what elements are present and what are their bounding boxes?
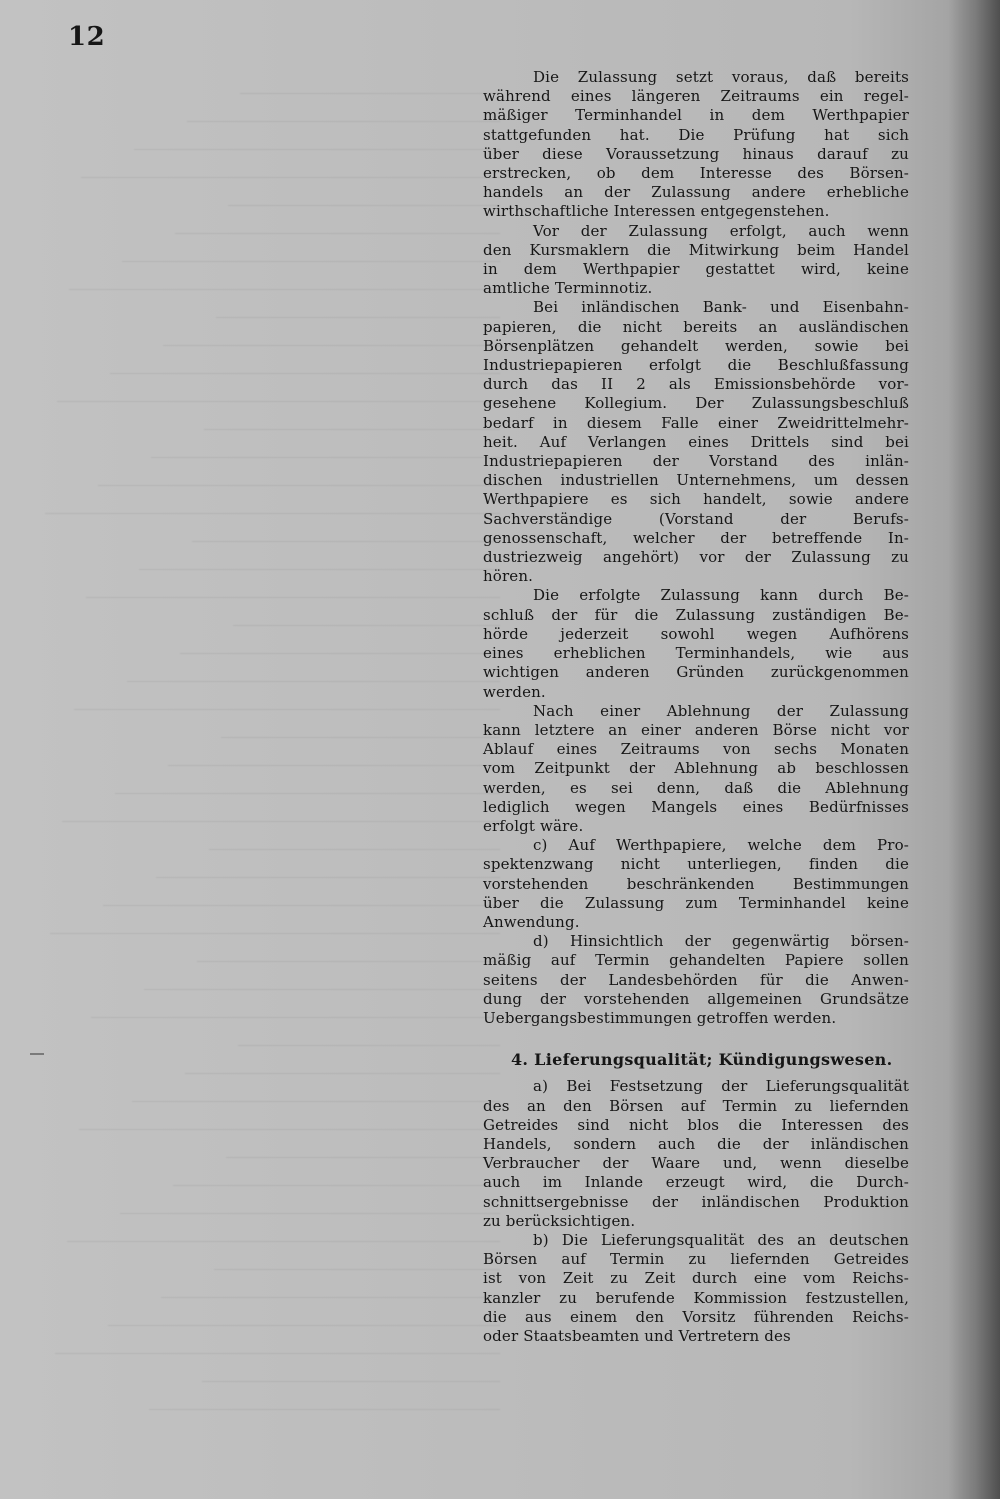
text-line: Industriepapieren erfolgt die Beschlußfassung bbox=[483, 356, 909, 375]
bleed-stroke bbox=[45, 495, 500, 514]
bleed-stroke bbox=[120, 1195, 500, 1214]
bleed-stroke bbox=[103, 887, 500, 906]
text-line: amtliche Terminnotiz. bbox=[483, 279, 653, 298]
bleed-stroke bbox=[216, 299, 500, 318]
bleed-stroke bbox=[202, 1363, 500, 1382]
bleed-stroke bbox=[108, 1307, 500, 1326]
bleed-stroke bbox=[168, 747, 500, 766]
text-line: die aus einem den Vorsitz führenden Reichs- bbox=[483, 1307, 909, 1326]
paragraph bbox=[483, 932, 909, 1028]
bleed-stroke bbox=[74, 691, 500, 710]
bleed-stroke bbox=[149, 1391, 500, 1410]
text-line: über die Zulassung zum Terminhandel keine bbox=[483, 893, 909, 912]
bleed-stroke bbox=[221, 719, 500, 738]
text-line: c) Auf Werthpapiere, welche dem Pro- bbox=[533, 836, 909, 855]
paragraph bbox=[483, 702, 909, 836]
text-line: dung der vorstehenden allgemeinen Grundsätze bbox=[483, 989, 909, 1008]
bleed-stroke bbox=[240, 75, 500, 94]
text-line: heit. Auf Verlangen eines Drittels sind bei bbox=[483, 432, 909, 451]
bleed-stroke bbox=[187, 103, 500, 122]
bleed-stroke bbox=[226, 1139, 500, 1158]
text-line: mäßiger Terminhandel in dem Werthpapier bbox=[483, 106, 909, 125]
section-heading: 4. Lieferungsqualität; Kündigungswesen. bbox=[511, 1050, 893, 1070]
bleed-stroke bbox=[122, 243, 500, 262]
text-line: zu berücksichtigen. bbox=[483, 1211, 636, 1230]
text-line: während eines längeren Zeitraums ein regel- bbox=[483, 87, 909, 106]
bleed-stroke bbox=[139, 551, 500, 570]
text-line: Getreides sind nicht blos die Interessen des bbox=[483, 1115, 909, 1134]
bleed-stroke bbox=[57, 383, 500, 402]
text-line: schluß der für die Zulassung zuständigen Be- bbox=[483, 605, 909, 624]
bleed-stroke bbox=[192, 523, 500, 542]
text-line: genossenschaft, welcher der betreffende In- bbox=[483, 528, 909, 547]
text-line: hören. bbox=[483, 567, 534, 586]
text-line: Börsen auf Termin zu liefernden Getreides bbox=[483, 1250, 909, 1269]
text-line: werden, es sei denn, daß die Ablehnung bbox=[483, 778, 909, 797]
text-line: kanzler zu berufende Kommission festzustellen, bbox=[483, 1288, 909, 1307]
text-line: Anwendung. bbox=[483, 912, 580, 931]
bleed-stroke bbox=[98, 467, 500, 486]
text-line: Werthpapiere es sich handelt, sowie andere bbox=[483, 490, 909, 509]
text-line: Bei inländischen Bank- und Eisenbahn- bbox=[533, 298, 909, 317]
text-line: lediglich wegen Mangels eines Bedürfnisses bbox=[483, 797, 909, 816]
text-line: des an den Börsen auf Termin zu liefernden bbox=[483, 1096, 909, 1115]
text-block-lower bbox=[483, 1077, 909, 1346]
text-line: vorstehenden beschränkenden Bestimmungen bbox=[483, 874, 909, 893]
text-line: seitens der Landesbehörden für die Anwen- bbox=[483, 970, 909, 989]
text-line: über diese Voraussetzung hinaus darauf zu bbox=[483, 144, 909, 163]
bleed-stroke bbox=[144, 971, 500, 990]
text-line: dischen industriellen Unternehmens, um dessen bbox=[483, 471, 909, 490]
bleed-stroke bbox=[132, 1083, 500, 1102]
text-line: d) Hinsichtlich der gegenwärtig börsen- bbox=[533, 932, 909, 951]
text-line: erstrecken, ob dem Interesse des Börsen- bbox=[483, 164, 909, 183]
text-line: vom Zeitpunkt der Ablehnung ab beschlossen bbox=[483, 759, 909, 778]
margin-mark bbox=[30, 1053, 44, 1055]
bleed-stroke bbox=[81, 159, 500, 178]
bleed-stroke bbox=[238, 1027, 500, 1046]
text-line: Die Zulassung setzt voraus, daß bereits bbox=[533, 68, 909, 86]
text-line: schnittsergebnisse der inländischen Produktion bbox=[483, 1192, 909, 1211]
bleed-stroke bbox=[127, 663, 500, 682]
paragraph bbox=[483, 298, 909, 586]
paragraph bbox=[483, 836, 909, 932]
text-line: oder Staatsbeamten und Vertretern des bbox=[483, 1327, 791, 1345]
bleed-stroke bbox=[69, 271, 500, 290]
text-line: hörde jederzeit sowohl wegen Aufhörens bbox=[483, 624, 909, 643]
text-line: durch das II 2 als Emissionsbehörde vor- bbox=[483, 375, 909, 394]
bleed-stroke bbox=[91, 999, 500, 1018]
bleed-stroke bbox=[96, 1419, 500, 1435]
text-line: Vor der Zulassung erfolgt, auch wenn bbox=[533, 221, 909, 240]
bleed-stroke bbox=[50, 915, 500, 934]
text-line: auch im Inlande erzeugt wird, die Durch- bbox=[483, 1173, 909, 1192]
text-line: ist von Zeit zu Zeit durch eine vom Reichs- bbox=[483, 1269, 909, 1288]
page-number: 12 bbox=[68, 22, 106, 52]
bleed-stroke bbox=[214, 1251, 500, 1270]
bleed-stroke bbox=[110, 355, 500, 374]
text-line: Börsenplätzen gehandelt werden, sowie bei bbox=[483, 336, 909, 355]
text-line: eines erheblichen Terminhandels, wie aus bbox=[483, 644, 909, 663]
paragraph bbox=[483, 222, 909, 299]
text-line: mäßig auf Termin gehandelten Papiere sollen bbox=[483, 951, 909, 970]
bleed-stroke bbox=[173, 1167, 500, 1186]
bleed-stroke bbox=[62, 803, 500, 822]
main-text-column bbox=[483, 68, 909, 1346]
text-line: handels an der Zulassung andere erhebliche bbox=[483, 183, 909, 202]
text-line: kann letztere an einer anderen Börse nicht vor bbox=[483, 720, 909, 739]
bleed-stroke bbox=[156, 859, 500, 878]
text-line: Industriepapieren der Vorstand des inlän- bbox=[483, 452, 909, 471]
paragraph bbox=[483, 68, 909, 222]
text-line: stattgefunden hat. Die Prüfung hat sich bbox=[483, 125, 909, 144]
bleed-stroke bbox=[175, 215, 500, 234]
text-line: dustriezweig angehört) vor der Zulassung zu bbox=[483, 548, 909, 567]
text-line: wirthschaftliche Interessen entgegenstehen. bbox=[483, 202, 830, 221]
bleed-stroke bbox=[86, 579, 500, 598]
bleed-through-texture bbox=[20, 75, 500, 1435]
text-line: Verbraucher der Waare und, wenn dieselbe bbox=[483, 1154, 909, 1173]
book-spine-shadow bbox=[948, 0, 1000, 1499]
text-line: erfolgt wäre. bbox=[483, 816, 584, 835]
bleed-stroke bbox=[185, 1055, 500, 1074]
text-block-upper bbox=[483, 68, 909, 1028]
text-line: Nach einer Ablehnung der Zulassung bbox=[533, 701, 909, 720]
bleed-stroke bbox=[151, 439, 500, 458]
bleed-stroke bbox=[228, 187, 500, 206]
bleed-stroke bbox=[79, 1111, 500, 1130]
text-line: b) Die Lieferungsqualität des an deutschen bbox=[533, 1230, 909, 1249]
bleed-stroke bbox=[180, 635, 500, 654]
text-line: a) Bei Festsetzung der Lieferungsqualität bbox=[533, 1077, 909, 1096]
bleed-stroke bbox=[55, 1335, 500, 1354]
bleed-stroke bbox=[115, 775, 500, 794]
paragraph bbox=[483, 586, 909, 701]
text-line: werden. bbox=[483, 682, 546, 701]
paragraph bbox=[483, 1231, 909, 1346]
text-line: wichtigen anderen Gründen zurückgenommen bbox=[483, 663, 909, 682]
bleed-stroke bbox=[134, 131, 500, 150]
text-line: Die erfolgte Zulassung kann durch Be- bbox=[533, 586, 909, 605]
text-line: papieren, die nicht bereits an ausländischen bbox=[483, 317, 909, 336]
text-line: Ablauf eines Zeitraums von sechs Monaten bbox=[483, 740, 909, 759]
text-line: spektenzwang nicht unterliegen, finden die bbox=[483, 855, 909, 874]
text-line: Handels, sondern auch die der inländischen bbox=[483, 1134, 909, 1153]
bleed-stroke bbox=[163, 327, 500, 346]
text-line: bedarf in diesem Falle einer Zweidrittelmehr- bbox=[483, 413, 909, 432]
bleed-stroke bbox=[197, 943, 500, 962]
text-line: Sachverständige (Vorstand der Berufs- bbox=[483, 509, 909, 528]
bleed-stroke bbox=[67, 1223, 500, 1242]
bleed-stroke bbox=[204, 411, 500, 430]
bleed-stroke bbox=[161, 1279, 500, 1298]
paragraph bbox=[483, 1077, 909, 1231]
text-line: Uebergangsbestimmungen getroffen werden. bbox=[483, 1008, 837, 1027]
bleed-stroke bbox=[209, 831, 500, 850]
text-line: in dem Werthpapier gestattet wird, keine bbox=[483, 260, 909, 279]
bleed-stroke bbox=[233, 607, 500, 626]
text-line: gesehene Kollegium. Der Zulassungsbeschluß bbox=[483, 394, 909, 413]
text-line: den Kursmaklern die Mitwirkung beim Handel bbox=[483, 240, 909, 259]
